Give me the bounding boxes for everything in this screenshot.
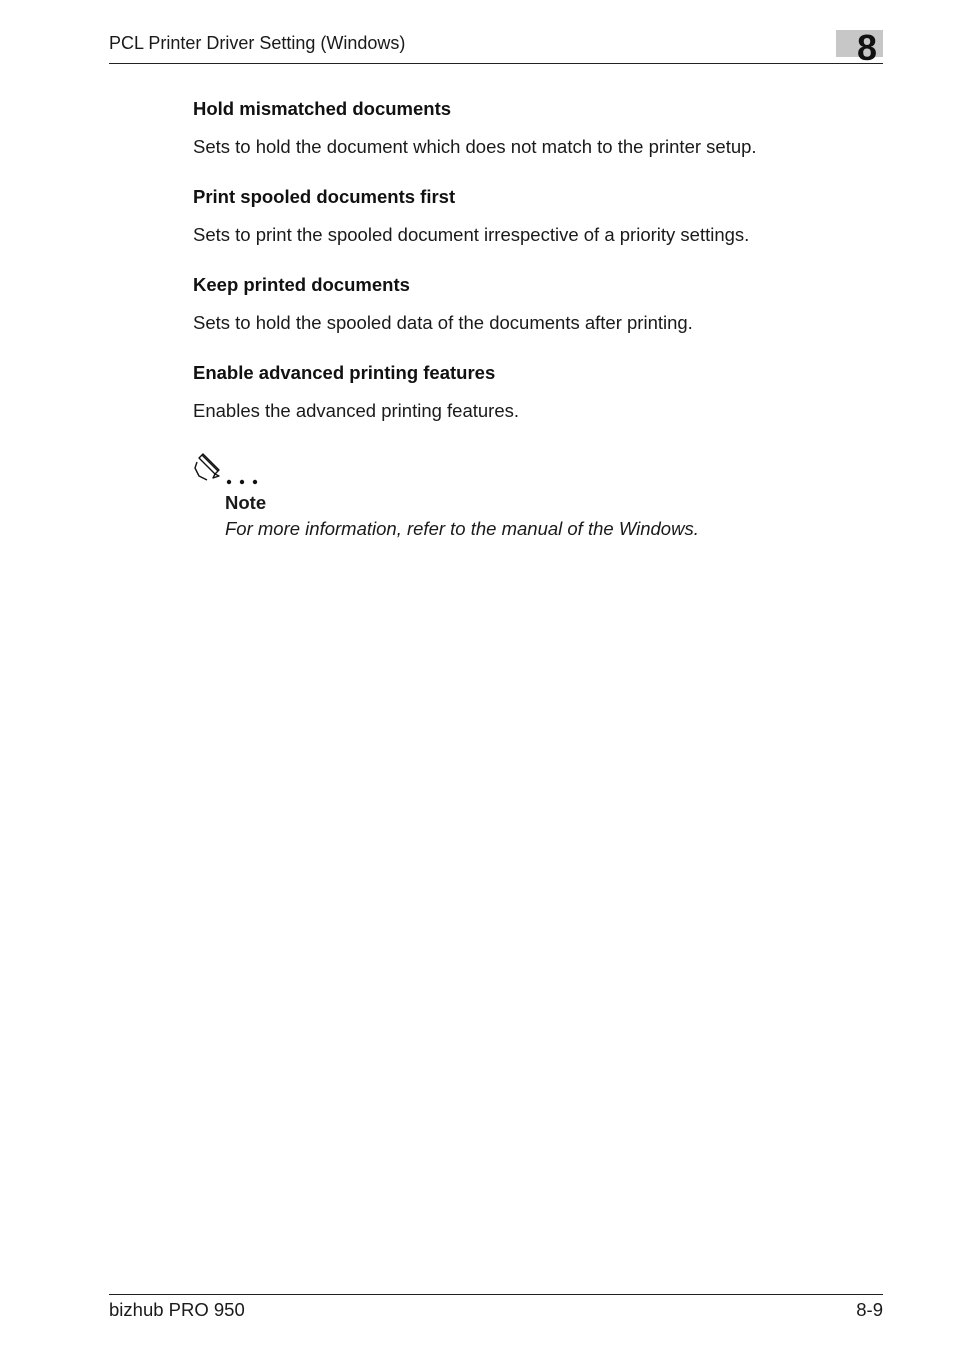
pencil-note-icon bbox=[193, 450, 263, 488]
section-body: Sets to print the spooled document irrespective of a priority settings. bbox=[193, 224, 750, 245]
section-body: Sets to hold the spooled data of the documents after printing. bbox=[193, 312, 693, 333]
footer-page-number: 8-9 bbox=[856, 1299, 883, 1320]
page-footer bbox=[109, 1294, 883, 1328]
main-content bbox=[193, 96, 893, 424]
section-title: Keep printed documents bbox=[193, 274, 410, 295]
section-enable-advanced bbox=[193, 360, 893, 424]
section-body: Enables the advanced printing features. bbox=[193, 400, 520, 421]
note-label: Note bbox=[225, 492, 267, 513]
section-print-spooled-first bbox=[193, 184, 893, 248]
section-keep-printed bbox=[193, 272, 893, 336]
note-box bbox=[193, 450, 893, 542]
section-title: Enable advanced printing features bbox=[193, 362, 496, 383]
chapter-number: 8 bbox=[857, 27, 878, 68]
page-header bbox=[109, 27, 883, 68]
section-title: Print spooled documents first bbox=[193, 186, 456, 207]
header-title: PCL Printer Driver Setting (Windows) bbox=[109, 33, 406, 53]
section-hold-mismatched bbox=[193, 96, 893, 160]
section-body: Sets to hold the document which does not match to the printer setup. bbox=[193, 136, 757, 157]
footer-product: bizhub PRO 950 bbox=[109, 1299, 245, 1320]
section-title: Hold mismatched documents bbox=[193, 98, 452, 119]
note-text: For more information, refer to the manual of the Windows. bbox=[225, 518, 699, 539]
